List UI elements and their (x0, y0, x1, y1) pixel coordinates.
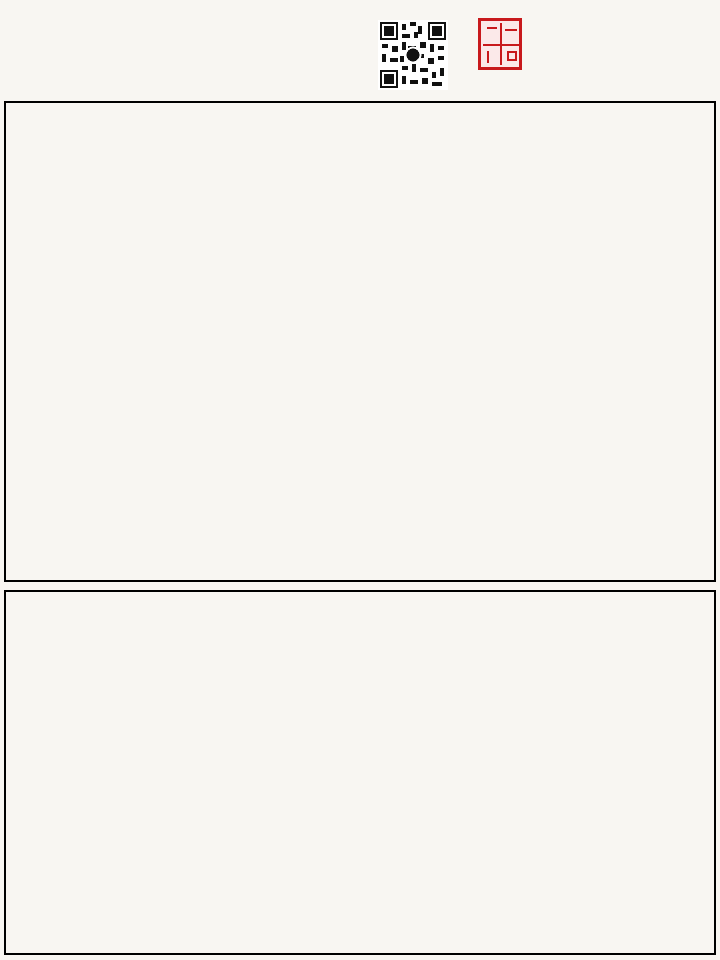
annual-luck-table (4, 590, 716, 955)
pillar-grid (4, 101, 716, 582)
seal-icon (478, 18, 522, 70)
qr-code-icon[interactable] (378, 20, 448, 90)
